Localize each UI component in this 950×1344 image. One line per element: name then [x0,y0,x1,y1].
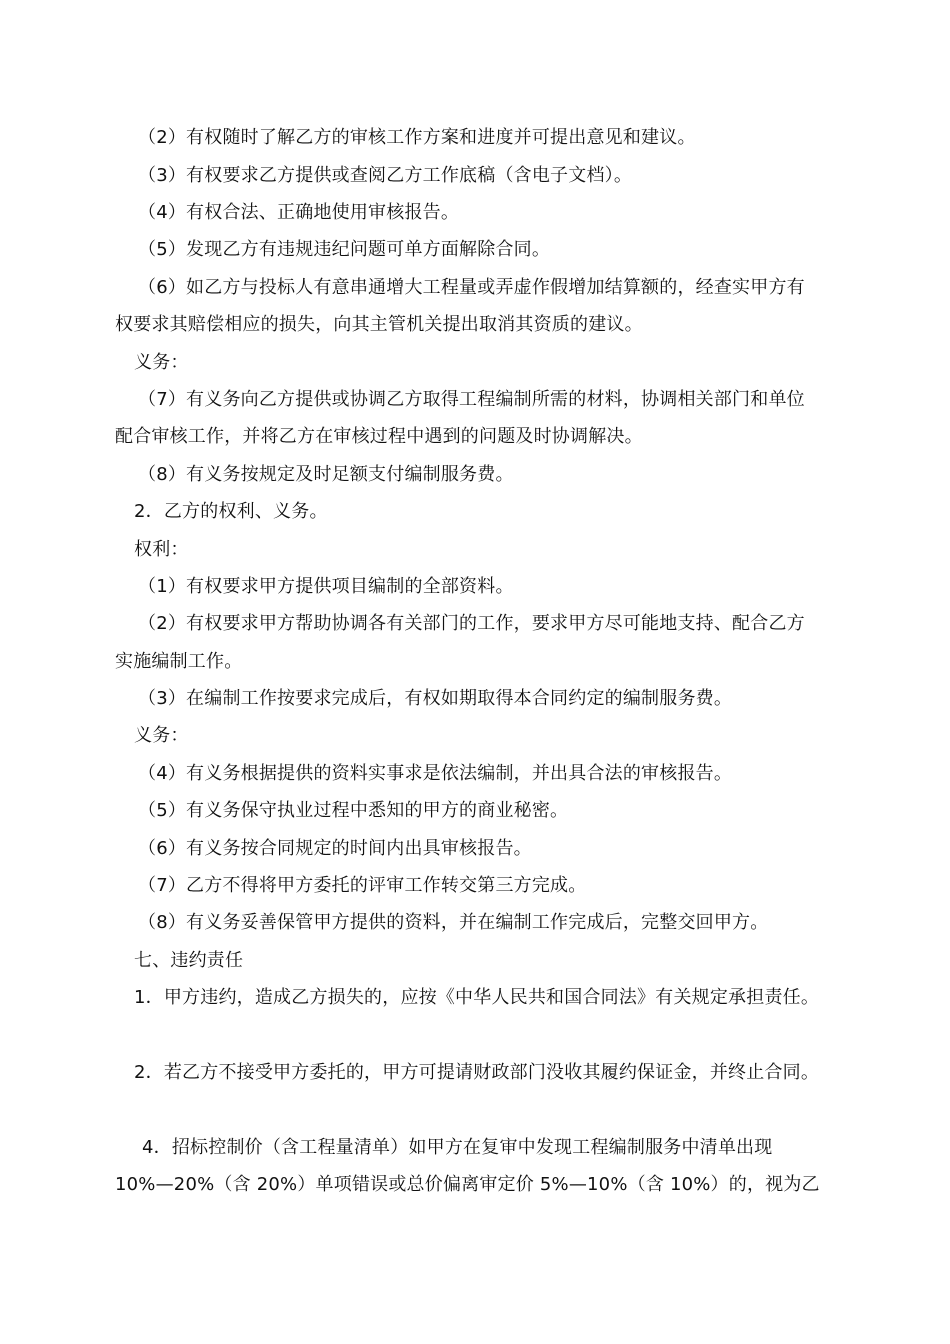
paragraph-line: （4）有权合法、正确地使用审核报告。 [138,202,460,223]
paragraph-line: 2．若乙方不接受甲方委托的，甲方可提请财政部门没收其履约保证金，并终止合同。 [134,1062,820,1083]
paragraph-line: （7）有义务向乙方提供或协调乙方取得工程编制所需的材料，协调相关部门和单位 [138,389,805,410]
paragraph-line: 权要求其赔偿相应的损失，向其主管机关提出取消其资质的建议。 [115,314,643,335]
paragraph-line: （2）有权随时了解乙方的审核工作方案和进度并可提出意见和建议。 [138,127,696,148]
paragraph-line: （1）有权要求甲方提供项目编制的全部资料。 [138,576,514,597]
section-heading: 2．乙方的权利、义务。 [134,501,328,522]
paragraph-line: （7）乙方不得将甲方委托的评审工作转交第三方完成。 [138,875,587,896]
paragraph-line: 10%—20%（含 20%）单项错误或总价偏离审定价 5%—10%（含 10%）的，视为乙 [115,1174,820,1195]
paragraph-line: （2）有权要求甲方帮助协调各有关部门的工作，要求甲方尽可能地支持、配合乙方 [138,613,805,634]
paragraph-line: （6）有义务按合同规定的时间内出具审核报告。 [138,838,532,859]
section-heading: 义务： [134,725,189,746]
section-heading: 七、违约责任 [134,950,244,971]
paragraph-line: （8）有义务妥善保管甲方提供的资料，并在编制工作完成后，完整交回甲方。 [138,912,769,933]
paragraph-line: 实施编制工作。 [115,651,243,672]
paragraph-line: （5）发现乙方有违规违纪问题可单方面解除合同。 [138,239,551,260]
paragraph-line: （3）在编制工作按要求完成后，有权如期取得本合同约定的编制服务费。 [138,688,733,709]
paragraph-line: （6）如乙方与投标人有意串通增大工程量或弄虚作假增加结算额的，经查实甲方有 [138,277,805,298]
section-heading: 权利： [134,539,189,560]
section-heading: 义务： [134,352,189,373]
paragraph-line: （3）有权要求乙方提供或查阅乙方工作底稿（含电子文档）。 [138,165,633,186]
paragraph-line: 1．甲方违约，造成乙方损失的，应按《中华人民共和国合同法》有关规定承担责任。 [134,987,820,1008]
paragraph-line: （5）有义务保守执业过程中悉知的甲方的商业秘密。 [138,800,569,821]
paragraph-line: （4）有义务根据提供的资料实事求是依法编制，并出具合法的审核报告。 [138,763,733,784]
paragraph-line: 配合审核工作，并将乙方在审核过程中遇到的问题及时协调解决。 [115,426,643,447]
paragraph-line: 4．招标控制价（含工程量清单）如甲方在复审中发现工程编制服务中清单出现 [142,1137,773,1158]
paragraph-line: （8）有义务按规定及时足额支付编制服务费。 [138,464,514,485]
